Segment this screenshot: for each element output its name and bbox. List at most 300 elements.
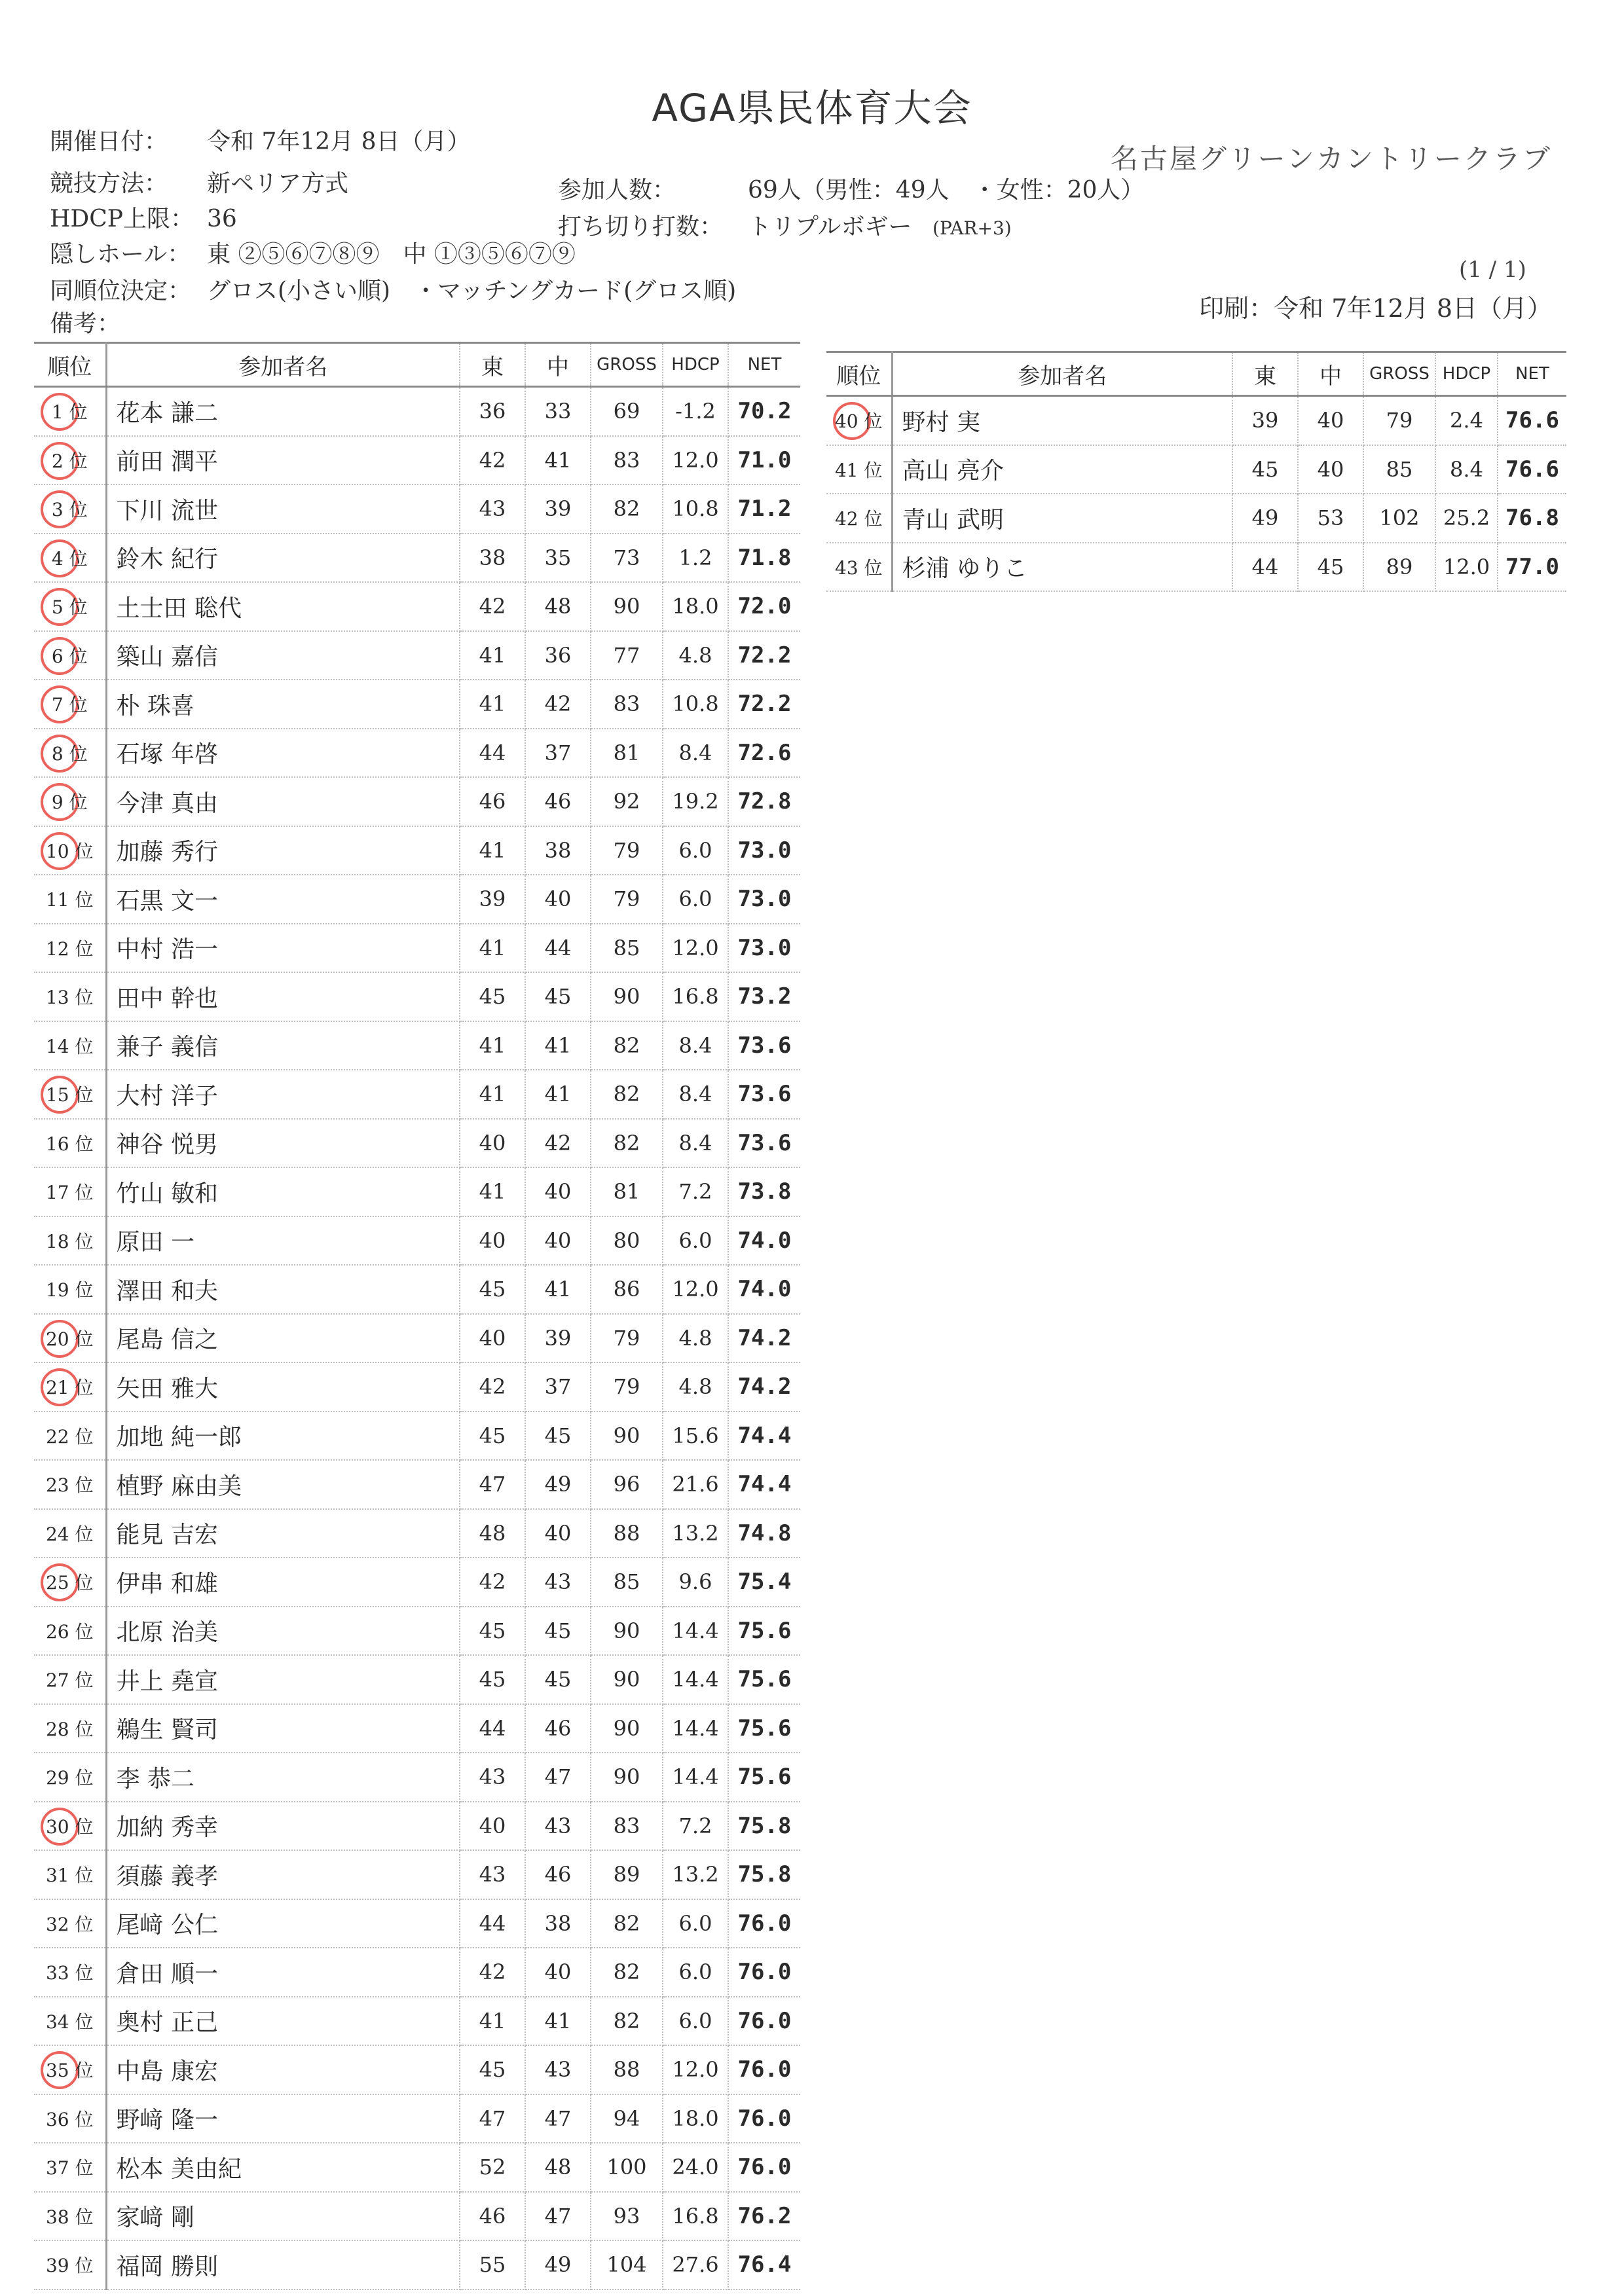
meta-date (50, 123, 471, 156)
table-row (34, 387, 800, 436)
net-score-cell: 72.8 (728, 777, 800, 826)
gross-score-cell: 82 (591, 1899, 663, 1948)
hdcp-cell: 2.4 (1435, 396, 1498, 445)
meta-hdcp (50, 200, 237, 234)
east-score-cell: 40 (460, 1119, 525, 1168)
table-header (826, 352, 1566, 396)
table-row (826, 543, 1566, 592)
middle-score-cell: 40 (525, 1509, 591, 1558)
name-cell: 北原 治美 (106, 1607, 460, 1656)
page-number: (1 / 1) (1459, 257, 1526, 283)
table-row (34, 631, 800, 680)
gross-score-cell: 82 (591, 1021, 663, 1070)
rank-cell (34, 1753, 106, 1802)
gross-score-cell: 79 (591, 826, 663, 875)
east-score-cell: 45 (460, 1412, 525, 1461)
rank-label: 42 位 (834, 508, 883, 530)
gross-score-cell: 82 (591, 1948, 663, 1997)
gross-score-cell: 90 (591, 972, 663, 1021)
net-score-cell: 71.8 (728, 534, 800, 583)
rank-label: 27 位 (45, 1669, 94, 1692)
east-score-cell: 42 (460, 582, 525, 631)
table-row (34, 1802, 800, 1851)
rank-label: 29 位 (45, 1767, 94, 1789)
rank-cell (34, 1412, 106, 1461)
net-score-cell: 76.4 (728, 2240, 800, 2289)
rank-label: 26 位 (45, 1620, 94, 1643)
middle-score-cell: 47 (525, 2094, 591, 2143)
middle-score-cell: 40 (525, 1167, 591, 1216)
east-score-cell: 45 (460, 2045, 525, 2094)
east-score-cell: 41 (460, 826, 525, 875)
east-score-cell: 41 (460, 924, 525, 973)
rank-label: 32 位 (45, 1913, 94, 1935)
rank-cell (34, 436, 106, 485)
middle-score-cell: 39 (525, 484, 591, 534)
net-score-cell: 76.2 (728, 2192, 800, 2241)
net-score-cell: 75.6 (728, 1704, 800, 1753)
middle-score-cell: 44 (525, 924, 591, 973)
east-score-cell: 41 (460, 1021, 525, 1070)
middle-score-cell: 39 (525, 1314, 591, 1363)
gross-score-cell: 79 (591, 875, 663, 924)
rank-label: 23 位 (45, 1474, 94, 1497)
rank-cell (34, 1460, 106, 1509)
rank-label: 4 位 (51, 547, 88, 570)
name-cell: 能見 吉宏 (106, 1509, 460, 1558)
name-cell: 家﨑 剛 (106, 2192, 460, 2241)
name-cell: 兼子 義信 (106, 1021, 460, 1070)
hdcp-label: HDCP上限： (50, 206, 194, 232)
table-row (34, 2045, 800, 2094)
name-cell: 野村 実 (892, 396, 1232, 445)
date-label: 開催日付： (50, 128, 168, 155)
middle-score-cell: 33 (525, 387, 591, 436)
middle-score-cell: 45 (525, 1655, 591, 1704)
hdcp-cell: 8.4 (663, 1021, 728, 1070)
east-score-cell: 40 (460, 1216, 525, 1266)
net-score-cell: 73.0 (728, 924, 800, 973)
rank-cell (34, 1070, 106, 1119)
table-row (34, 1167, 800, 1216)
rank-label: 38 位 (45, 2206, 94, 2228)
rank-label: 34 位 (45, 2011, 94, 2033)
name-cell: 原田 一 (106, 1216, 460, 1266)
net-score-cell: 73.0 (728, 826, 800, 875)
net-score-cell: 76.0 (728, 2094, 800, 2143)
net-score-cell: 71.0 (728, 436, 800, 485)
rank-cell (34, 1119, 106, 1168)
rank-cell (34, 1167, 106, 1216)
net-score-cell: 74.2 (728, 1362, 800, 1412)
middle-score-cell: 41 (525, 1265, 591, 1314)
table-row (34, 1509, 800, 1558)
middle-score-cell: 45 (525, 1412, 591, 1461)
net-score-cell: 75.6 (728, 1655, 800, 1704)
east-score-cell: 42 (460, 1558, 525, 1607)
meta-note (50, 305, 120, 338)
net-score-cell: 76.0 (728, 1997, 800, 2046)
gross-score-cell: 73 (591, 534, 663, 583)
hdcp-cell: 12.0 (1435, 543, 1498, 592)
participants-label: 参加人数： (558, 177, 676, 204)
name-cell: 高山 亮介 (892, 445, 1232, 494)
middle-score-cell: 40 (1298, 396, 1363, 445)
middle-score-cell: 46 (525, 1850, 591, 1899)
east-score-cell: 45 (460, 1655, 525, 1704)
col-name: 参加者名 (892, 352, 1232, 396)
east-score-cell: 49 (1232, 494, 1298, 543)
rank-label: 11 位 (45, 889, 94, 911)
east-score-cell: 40 (460, 1314, 525, 1363)
name-cell: 鈴木 紀行 (106, 534, 460, 583)
east-score-cell: 44 (460, 729, 525, 778)
middle-score-cell: 41 (525, 436, 591, 485)
hdcp-cell: 9.6 (663, 1558, 728, 1607)
name-cell: 土士田 聡代 (106, 582, 460, 631)
east-score-cell: 41 (460, 1997, 525, 2046)
gross-score-cell: 89 (591, 1850, 663, 1899)
name-cell: 鵜生 賢司 (106, 1704, 460, 1753)
table-row (34, 1460, 800, 1509)
net-score-cell: 76.0 (728, 1948, 800, 1997)
tie-label: 同順位決定： (50, 278, 192, 304)
rank-label: 39 位 (45, 2255, 94, 2277)
rank-label: 8 位 (51, 742, 88, 765)
middle-score-cell: 45 (525, 1607, 591, 1656)
east-score-cell: 36 (460, 387, 525, 436)
middle-score-cell: 35 (525, 534, 591, 583)
middle-score-cell: 40 (525, 1948, 591, 1997)
net-score-cell: 76.6 (1498, 396, 1566, 445)
rank-label: 10 位 (45, 840, 94, 862)
rank-label: 2 位 (51, 450, 88, 472)
table-row (34, 484, 800, 534)
hdcp-cell: 21.6 (663, 1460, 728, 1509)
col-name: 参加者名 (106, 343, 460, 387)
rank-label: 25 位 (45, 1572, 94, 1594)
rank-label: 28 位 (45, 1718, 94, 1740)
middle-score-cell: 53 (1298, 494, 1363, 543)
name-cell: 伊串 和雄 (106, 1558, 460, 1607)
middle-score-cell: 47 (525, 1753, 591, 1802)
name-cell: 田中 幹也 (106, 972, 460, 1021)
rank-label: 15 位 (45, 1084, 94, 1106)
hdcp-cell: 8.4 (663, 1119, 728, 1168)
tie-value: グロス(小さい順) ・マッチングカード(グロス順) (207, 278, 737, 304)
hdcp-cell: 10.8 (663, 484, 728, 534)
table-row (34, 1021, 800, 1070)
net-score-cell: 76.0 (728, 2143, 800, 2192)
hdcp-cell: 24.0 (663, 2143, 728, 2192)
name-cell: 加地 純一郎 (106, 1412, 460, 1461)
rank-cell (34, 1362, 106, 1412)
hidden-value: 東 ②⑤⑥⑦⑧⑨ 中 ①③⑤⑥⑦⑨ (207, 241, 576, 268)
east-score-cell: 47 (460, 2094, 525, 2143)
hdcp-cell: 7.2 (663, 1802, 728, 1851)
rank-cell (34, 1704, 106, 1753)
net-score-cell: 74.2 (728, 1314, 800, 1363)
col-rank: 順位 (826, 352, 892, 396)
rank-label: 40 位 (834, 410, 883, 433)
table-row (34, 1314, 800, 1363)
table-row (34, 1948, 800, 1997)
net-score-cell: 75.4 (728, 1558, 800, 1607)
middle-score-cell: 48 (525, 2143, 591, 2192)
hdcp-cell: 12.0 (663, 924, 728, 973)
east-score-cell: 41 (460, 1167, 525, 1216)
name-cell: 中島 康宏 (106, 2045, 460, 2094)
meta-cutoff (558, 208, 1012, 242)
middle-score-cell: 40 (1298, 445, 1363, 494)
name-cell: 花本 謙二 (106, 387, 460, 436)
east-score-cell: 55 (460, 2240, 525, 2289)
table-row (826, 494, 1566, 543)
hdcp-cell: 6.0 (663, 826, 728, 875)
east-score-cell: 44 (460, 1704, 525, 1753)
table-row (34, 1070, 800, 1119)
net-score-cell: 70.2 (728, 387, 800, 436)
col-gross: GROSS (1363, 352, 1435, 396)
table-row (34, 1997, 800, 2046)
hdcp-cell: 7.2 (663, 1167, 728, 1216)
table-row (34, 1850, 800, 1899)
east-score-cell: 44 (460, 1899, 525, 1948)
rank-cell (826, 543, 892, 592)
cutoff-value: トリプルボギー (748, 213, 912, 240)
middle-score-cell: 41 (525, 1021, 591, 1070)
hdcp-cell: 18.0 (663, 2094, 728, 2143)
east-score-cell: 41 (460, 631, 525, 680)
net-score-cell: 75.6 (728, 1753, 800, 1802)
east-score-cell: 45 (460, 1607, 525, 1656)
gross-score-cell: 100 (591, 2143, 663, 2192)
hdcp-cell: 12.0 (663, 1265, 728, 1314)
hdcp-cell: 12.0 (663, 436, 728, 485)
name-cell: 竹山 敏和 (106, 1167, 460, 1216)
name-cell: 矢田 雅大 (106, 1362, 460, 1412)
middle-score-cell: 37 (525, 729, 591, 778)
name-cell: 松本 美由紀 (106, 2143, 460, 2192)
hdcp-cell: 14.4 (663, 1655, 728, 1704)
east-score-cell: 38 (460, 534, 525, 583)
rank-cell (34, 777, 106, 826)
gross-score-cell: 85 (591, 1558, 663, 1607)
hdcp-cell: 6.0 (663, 1997, 728, 2046)
ranking-table-right (826, 351, 1566, 592)
gross-score-cell: 83 (591, 436, 663, 485)
rank-label: 22 位 (45, 1425, 94, 1448)
gross-score-cell: 89 (1363, 543, 1435, 592)
net-score-cell: 76.8 (1498, 494, 1566, 543)
net-score-cell: 73.6 (728, 1119, 800, 1168)
net-score-cell: 75.8 (728, 1802, 800, 1851)
hdcp-cell: -1.2 (663, 387, 728, 436)
name-cell: 青山 武明 (892, 494, 1232, 543)
gross-score-cell: 82 (591, 1119, 663, 1168)
rank-cell (34, 1558, 106, 1607)
name-cell: 神谷 悦男 (106, 1119, 460, 1168)
gross-score-cell: 82 (591, 484, 663, 534)
rank-label: 1 位 (51, 401, 88, 424)
rank-cell (34, 1948, 106, 1997)
rank-label: 20 位 (45, 1328, 94, 1350)
east-score-cell: 44 (1232, 543, 1298, 592)
rank-cell (34, 534, 106, 583)
gross-score-cell: 104 (591, 2240, 663, 2289)
table-row (34, 1607, 800, 1656)
name-cell: 福岡 勝則 (106, 2240, 460, 2289)
rank-cell (34, 1899, 106, 1948)
middle-score-cell: 40 (525, 875, 591, 924)
gross-score-cell: 94 (591, 2094, 663, 2143)
participants-value: 69人（男性：49人 ・女性：20人） (748, 177, 1145, 204)
name-cell: 杉浦 ゆりこ (892, 543, 1232, 592)
hdcp-cell: 13.2 (663, 1509, 728, 1558)
table-row (34, 2240, 800, 2289)
hdcp-cell: 1.2 (663, 534, 728, 583)
net-score-cell: 72.2 (728, 680, 800, 729)
hdcp-cell: 8.4 (663, 729, 728, 778)
rank-cell (34, 1314, 106, 1363)
middle-score-cell: 43 (525, 1802, 591, 1851)
rank-cell (34, 582, 106, 631)
hdcp-value: 36 (207, 206, 237, 232)
east-score-cell: 41 (460, 680, 525, 729)
table-row (34, 436, 800, 485)
col-net: NET (1498, 352, 1566, 396)
middle-score-cell: 49 (525, 1460, 591, 1509)
hdcp-cell: 8.4 (1435, 445, 1498, 494)
east-score-cell: 43 (460, 484, 525, 534)
rank-label: 21 位 (45, 1377, 94, 1399)
meta-hidden-holes (50, 236, 576, 269)
name-cell: 奥村 正己 (106, 1997, 460, 2046)
hdcp-cell: 16.8 (663, 972, 728, 1021)
middle-score-cell: 45 (1298, 543, 1363, 592)
page-title: AGA県民体育大会 (652, 86, 972, 130)
table-header (34, 343, 800, 387)
middle-score-cell: 38 (525, 826, 591, 875)
gross-score-cell: 90 (591, 1412, 663, 1461)
table-row (34, 2143, 800, 2192)
hdcp-cell: 14.4 (663, 1753, 728, 1802)
rank-cell (34, 1997, 106, 2046)
name-cell: 加藤 秀行 (106, 826, 460, 875)
rank-label: 3 位 (51, 499, 88, 521)
gross-score-cell: 85 (1363, 445, 1435, 494)
rank-cell (34, 826, 106, 875)
gross-score-cell: 69 (591, 387, 663, 436)
gross-score-cell: 90 (591, 1655, 663, 1704)
rank-label: 12 位 (45, 938, 94, 960)
east-score-cell: 39 (460, 875, 525, 924)
hdcp-cell: 4.8 (663, 1362, 728, 1412)
net-score-cell: 74.4 (728, 1460, 800, 1509)
name-cell: 須藤 義孝 (106, 1850, 460, 1899)
hdcp-cell: 19.2 (663, 777, 728, 826)
gross-score-cell: 86 (591, 1265, 663, 1314)
rank-cell (34, 484, 106, 534)
name-cell: 尾島 信之 (106, 1314, 460, 1363)
name-cell: 井上 堯宣 (106, 1655, 460, 1704)
rank-label: 7 位 (51, 694, 88, 716)
method-value: 新ペリア方式 (207, 170, 349, 197)
east-score-cell: 43 (460, 1753, 525, 1802)
col-east: 東 (460, 343, 525, 387)
east-score-cell: 40 (460, 1802, 525, 1851)
net-score-cell: 71.2 (728, 484, 800, 534)
hdcp-cell: 6.0 (663, 1948, 728, 1997)
gross-score-cell: 93 (591, 2192, 663, 2241)
east-score-cell: 43 (460, 1850, 525, 1899)
rank-cell (34, 1655, 106, 1704)
net-score-cell: 74.4 (728, 1412, 800, 1461)
net-score-cell: 75.6 (728, 1607, 800, 1656)
hdcp-cell: 16.8 (663, 2192, 728, 2241)
rank-label: 19 位 (45, 1279, 94, 1302)
gross-score-cell: 79 (591, 1362, 663, 1412)
east-score-cell: 48 (460, 1509, 525, 1558)
table-row (826, 445, 1566, 494)
table-row (34, 972, 800, 1021)
gross-score-cell: 77 (591, 631, 663, 680)
name-cell: 石黒 文一 (106, 875, 460, 924)
col-middle: 中 (1298, 352, 1363, 396)
table-row (34, 1655, 800, 1704)
hdcp-cell: 14.4 (663, 1704, 728, 1753)
table-row (34, 1704, 800, 1753)
rank-cell (826, 494, 892, 543)
rank-cell (34, 1216, 106, 1266)
hdcp-cell: 6.0 (663, 1216, 728, 1266)
east-score-cell: 42 (460, 1362, 525, 1412)
net-score-cell: 74.8 (728, 1509, 800, 1558)
meta-tie-break (50, 272, 736, 306)
rank-label: 41 位 (834, 459, 883, 481)
rank-cell (34, 2240, 106, 2289)
table-row (34, 1265, 800, 1314)
date-value: 令和 7年12月 8日（月） (207, 128, 471, 155)
rank-label: 37 位 (45, 2157, 94, 2179)
cutoff-par: (PAR+3) (932, 217, 1012, 239)
rank-label: 43 位 (834, 556, 883, 579)
col-hdcp: HDCP (663, 343, 728, 387)
middle-score-cell: 40 (525, 1216, 591, 1266)
east-score-cell: 39 (1232, 396, 1298, 445)
rank-cell (34, 1021, 106, 1070)
east-score-cell: 52 (460, 2143, 525, 2192)
hdcp-cell: 12.0 (663, 2045, 728, 2094)
gross-score-cell: 88 (591, 1509, 663, 1558)
middle-score-cell: 48 (525, 582, 591, 631)
col-gross: GROSS (591, 343, 663, 387)
gross-score-cell: 96 (591, 1460, 663, 1509)
cutoff-label: 打ち切り打数： (558, 213, 724, 240)
east-score-cell: 45 (460, 972, 525, 1021)
east-score-cell: 45 (460, 1265, 525, 1314)
hdcp-cell: 15.6 (663, 1412, 728, 1461)
hdcp-cell: 6.0 (663, 875, 728, 924)
hdcp-cell: 6.0 (663, 1899, 728, 1948)
col-rank: 順位 (34, 343, 106, 387)
rank-cell (34, 1802, 106, 1851)
hdcp-cell: 4.8 (663, 1314, 728, 1363)
hdcp-cell: 13.2 (663, 1850, 728, 1899)
middle-score-cell: 42 (525, 1119, 591, 1168)
middle-score-cell: 42 (525, 680, 591, 729)
east-score-cell: 45 (1232, 445, 1298, 494)
